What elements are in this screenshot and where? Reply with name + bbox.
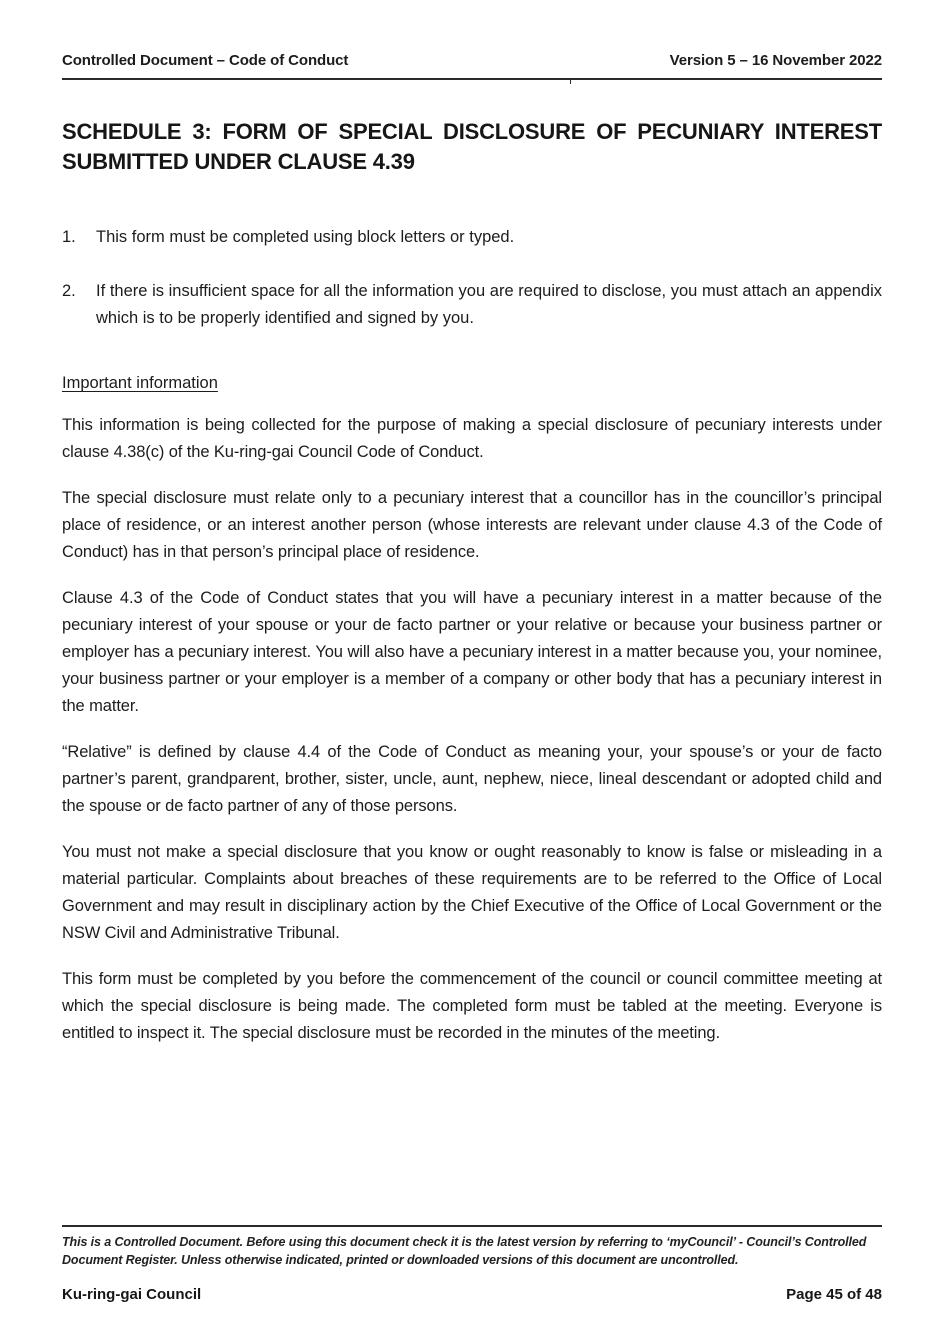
- paragraph-false-misleading: You must not make a special disclosure that you know or ought reasonably to know is false or misleading in a material particular. Complaints about breaches of these requirements are to be referred to the Office of Local Government and may result in disciplinary action by the Chief Executive of the Office of Local Government or the NSW Civil and Administrative Tribunal.: [62, 843, 882, 942]
- section-heading-important-information: Important information: [62, 374, 218, 392]
- scan-tick-mark: [570, 80, 571, 84]
- instruction-item-2: [62, 278, 882, 332]
- instruction-text: If there is insufficient space for all the information you are required to disclose, you must attach an appendix which is to be properly identified and signed by you.: [96, 282, 882, 327]
- footer-bottom-row: [62, 1286, 882, 1303]
- body-text: [62, 412, 882, 1047]
- header-rule: [62, 78, 882, 80]
- page-title-line1: SCHEDULE 3: FORM OF SPECIAL DISCLOSURE OF PECUNIARY INTEREST: [62, 119, 882, 144]
- instruction-number: 2.: [62, 282, 76, 300]
- footer-page-number: Page 45 of 48: [786, 1286, 882, 1303]
- page-content: [62, 52, 882, 1047]
- footer-controlled-document-notice: This is a Controlled Document. Before using this document check it is the latest version by referring to ‘myCouncil’ - Council’s Controlled Document Register. Unless otherwise indicated, printed or downloaded versions of this document are uncontrolled.: [62, 1235, 867, 1267]
- footer-council-name: Ku-ring-gai Council: [62, 1286, 202, 1303]
- header-version: Version 5 – 16 November 2022: [669, 52, 882, 69]
- paragraph-relative-definition: “Relative” is defined by clause 4.4 of the Code of Conduct as meaning your, your spouse’s or your de facto partner’s parent, grandparent, brother, sister, uncle, aunt, nephew, niece, lineal descendant or adopted child and the spouse or de facto partner of any of those persons.: [62, 743, 882, 815]
- instruction-list: [62, 224, 882, 332]
- instruction-text: This form must be completed using block letters or typed.: [96, 228, 515, 246]
- instruction-item-1: [62, 224, 882, 251]
- page-title: [62, 117, 882, 177]
- page-title-line2: SUBMITTED UNDER CLAUSE 4.39: [62, 149, 415, 174]
- paragraph-clause-4-3: Clause 4.3 of the Code of Conduct states that you will have a pecuniary interest in a matter because of the pecuniary interest of your spouse or your de facto partner or your relative or because your business partner or employer has a pecuniary interest. You will also have a pecuniary interest in a matter because you, your nominee, your business partner or your employer is a member of a company or other body that has a pecuniary interest in the matter.: [62, 589, 882, 715]
- page-header: [62, 52, 882, 69]
- page-footer: [62, 1225, 882, 1303]
- paragraph-disclosure-scope: The special disclosure must relate only to a pecuniary interest that a councillor has in the councillor’s principal place of residence, or an interest another person (whose interests are relevant under clause 4.3 of the Code of Conduct) has in that person’s principal place of residence.: [62, 489, 882, 561]
- paragraph-collection-purpose: This information is being collected for the purpose of making a special disclosure of pecuniary interests under clause 4.38(c) of the Ku-ring-gai Council Code of Conduct.: [62, 416, 882, 461]
- footer-rule: [62, 1225, 882, 1227]
- header-document-title: Controlled Document – Code of Conduct: [62, 52, 349, 69]
- instruction-number: 1.: [62, 228, 76, 246]
- paragraph-form-completion: This form must be completed by you before the commencement of the council or council committee meeting at which the special disclosure is being made. The completed form must be tabled at the meeting. Everyone is entitled to inspect it. The special disclosure must be recorded in the minutes of the meeting.: [62, 970, 882, 1042]
